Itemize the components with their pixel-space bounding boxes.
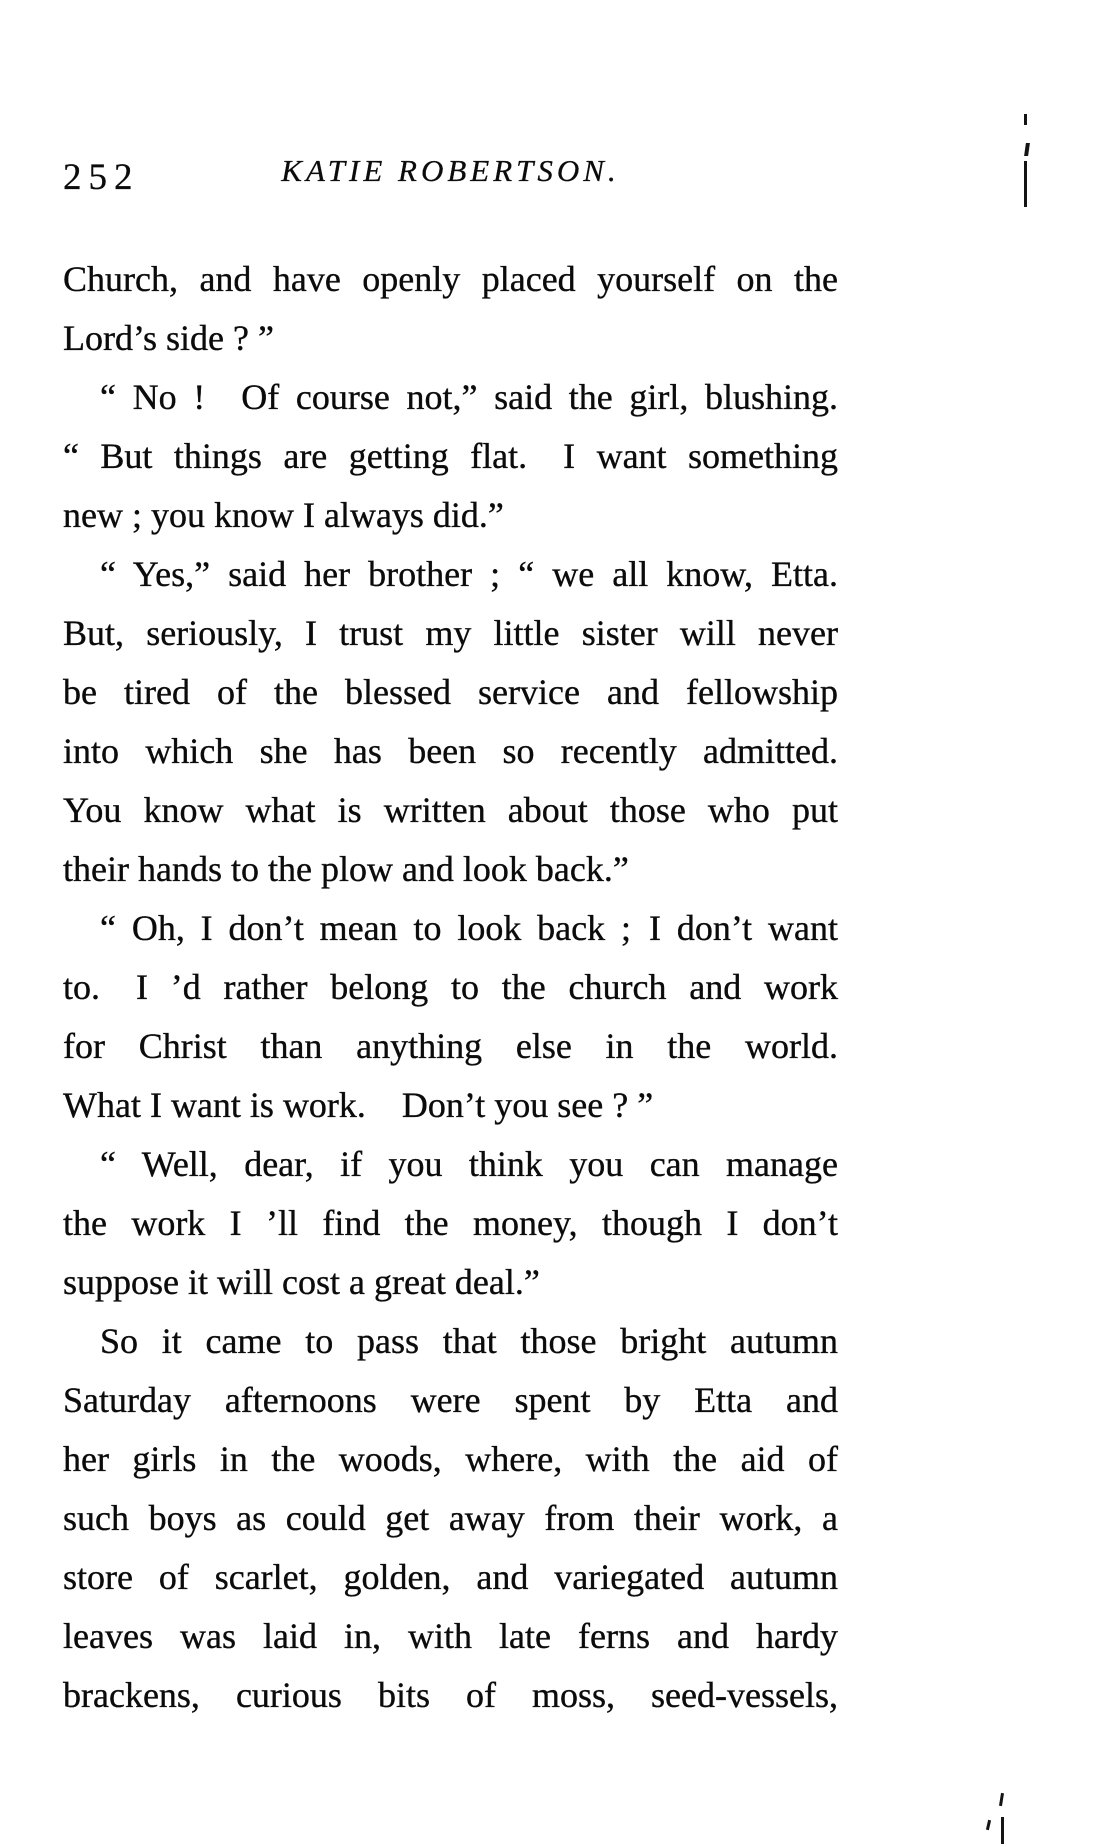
text-line: What I want is work. Don’t you see ? ” <box>63 1085 654 1125</box>
text-line: be tired of the blessed service and fellowship <box>63 672 838 712</box>
page-number: 252 <box>63 157 140 198</box>
body-text <box>63 250 838 1725</box>
text-line: for Christ than anything else in the world. <box>63 1026 838 1066</box>
scan-artifact-bottom-right <box>1001 1817 1004 1844</box>
text-line: brackens, curious bits of moss, seed-vessels, <box>63 1675 838 1715</box>
scan-artifact-top-right <box>1024 143 1030 156</box>
text-line: leaves was laid in, with late ferns and hardy <box>63 1616 838 1656</box>
text-line: their hands to the plow and look back.” <box>63 849 629 889</box>
text-line: “ But things are getting flat. I want something <box>63 436 838 476</box>
text-line: “ Oh, I don’t mean to look back ; I don’t want <box>100 908 838 948</box>
text-line: new ; you know I always did.” <box>63 495 504 535</box>
scan-artifact-bottom-right <box>999 1793 1004 1806</box>
text-line: Lord’s side ? ” <box>63 318 274 358</box>
text-line: to. I ’d rather belong to the church and work <box>63 967 838 1007</box>
scan-artifact-top-right <box>1024 114 1027 125</box>
scan-artifact-top-right <box>1024 161 1027 207</box>
text-line: Church, and have openly placed yourself on the <box>63 259 838 299</box>
text-line: into which she has been so recently admitted. <box>63 731 838 771</box>
text-line: “ No ! Of course not,” said the girl, blushing. <box>100 377 838 417</box>
text-line: her girls in the woods, where, with the aid of <box>63 1439 838 1479</box>
text-line: You know what is written about those who put <box>63 790 838 830</box>
running-title: KATIE ROBERTSON. <box>281 153 620 188</box>
page-header <box>63 153 838 198</box>
text-line: “ Well, dear, if you think you can manage <box>100 1144 838 1184</box>
text-line: Saturday afternoons were spent by Etta and <box>63 1380 838 1420</box>
scan-artifact-bottom-right <box>986 1820 991 1830</box>
text-line: “ Yes,” said her brother ; “ we all know, Etta. <box>100 554 838 594</box>
text-line: So it came to pass that those bright autumn <box>100 1321 838 1361</box>
text-line: suppose it will cost a great deal.” <box>63 1262 540 1302</box>
text-line: store of scarlet, golden, and variegated autumn <box>63 1557 838 1597</box>
text-line: such boys as could get away from their work, a <box>63 1498 838 1538</box>
text-line: But, seriously, I trust my little sister will never <box>63 613 838 653</box>
text-line: the work I ’ll find the money, though I don’t <box>63 1203 838 1243</box>
